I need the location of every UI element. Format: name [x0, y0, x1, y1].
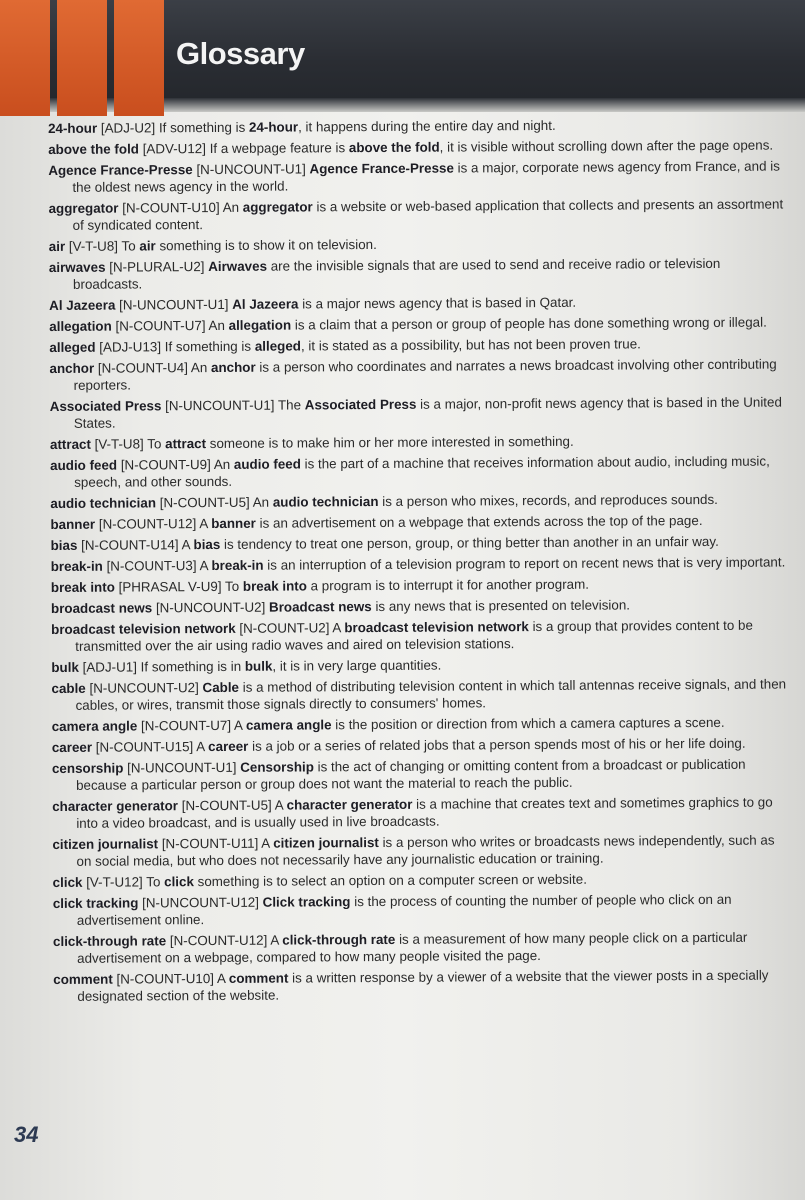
glossary-term: audio feed [50, 457, 118, 473]
word-class: [N-UNCOUNT-U12] [138, 894, 263, 911]
word-class: [ADJ-U2] [97, 120, 159, 136]
word-class: [N-COUNT-U10] [112, 970, 217, 987]
glossary-entry [50, 393, 790, 432]
definition-headword: click-through rate [282, 931, 396, 948]
definition-headword: bias [193, 536, 221, 553]
word-class: [N-UNCOUNT-U1] [115, 296, 233, 313]
definition-text: is the process of counting the number of people who click on an advertisement online. [76, 891, 732, 928]
glossary-entry [52, 713, 792, 735]
glossary-term: above the fold [48, 141, 140, 157]
definition-lead: An [208, 317, 229, 334]
definition-lead: To [147, 436, 166, 452]
definition-text: is the part of a machine that receives information about audio, including music, speech, and other sounds. [74, 453, 770, 490]
glossary-term: bulk [51, 659, 79, 675]
glossary-entry [51, 532, 791, 554]
definition-text: is a written response by a viewer of a website that the viewer posts in a specially designated section of the website. [77, 967, 769, 1004]
word-class: [N-UNCOUNT-U2] [152, 599, 270, 616]
word-class: [V-T-U8] [90, 436, 148, 452]
glossary-term: career [51, 739, 93, 755]
word-class: [N-COUNT-U10] [118, 199, 223, 216]
word-class: [ADJ-U1] [78, 659, 141, 675]
glossary-list [48, 115, 793, 1009]
glossary-term: bias [50, 537, 78, 553]
glossary-term: anchor [49, 360, 95, 376]
definition-text: something is to select an option on a computer screen or website. [193, 871, 587, 890]
glossary-entry [52, 831, 792, 870]
glossary-entry [50, 490, 790, 512]
definition-text: something is to show it on television. [155, 236, 377, 254]
glossary-entry [53, 966, 793, 1005]
definition-lead: An [190, 360, 212, 376]
definition-text: is a measurement of how many people click on a particular advertisement on a webpage, compared to how many people visited the page. [77, 929, 748, 966]
definition-lead: A [181, 537, 194, 553]
definition-headword: aggregator [242, 199, 313, 215]
definition-headword: Al Jazeera [232, 296, 299, 312]
definition-lead: A [270, 932, 283, 948]
glossary-term: Agence France-Presse [48, 162, 193, 178]
definition-lead: An [213, 456, 234, 472]
glossary-entry [48, 136, 788, 158]
glossary-term: 24-hour [48, 120, 98, 136]
definition-headword: anchor [210, 359, 256, 376]
definition-headword: citizen journalist [273, 834, 379, 851]
glossary-entry [49, 292, 789, 314]
glossary-term: click tracking [52, 895, 139, 911]
glossary-entry [48, 195, 788, 234]
glossary-entry [48, 115, 788, 137]
glossary-entry [52, 734, 792, 756]
word-class: [N-COUNT-U5] [177, 797, 275, 814]
definition-headword: character generator [286, 796, 413, 813]
glossary-term: alleged [49, 339, 96, 355]
page-title: Glossary [176, 36, 305, 71]
definition-lead: If something is in [140, 658, 245, 675]
glossary-entry [53, 869, 793, 891]
definition-headword: banner [211, 515, 256, 532]
definition-headword: click [164, 874, 194, 890]
glossary-term: character generator [52, 798, 179, 814]
glossary-entry [52, 755, 792, 794]
definition-lead: A [199, 516, 212, 532]
glossary-entry [52, 793, 792, 832]
definition-headword: break-in [211, 557, 264, 574]
word-class: [PHRASAL V-U9] [114, 578, 226, 595]
definition-headword: attract [165, 436, 207, 452]
glossary-entry [49, 233, 789, 255]
definition-text: is the act of changing or omitting content from a broadcast or publication because a particular person or group does not want the material to reach the public. [76, 756, 746, 793]
word-class: [N-COUNT-U2] [235, 620, 333, 636]
definition-headword: 24-hour [248, 119, 299, 135]
glossary-entry [51, 616, 791, 655]
definition-headword: Agence France-Presse [309, 160, 454, 177]
glossary-entry [50, 431, 790, 453]
definition-lead: An [252, 494, 273, 510]
glossary-entry [51, 595, 791, 617]
definition-text: someone is to make him or her more interested in something. [205, 433, 574, 452]
definition-text: is a person who writes or broadcasts news independently, such as on social media, but who does not necessarily have any journalistic education or training. [76, 832, 775, 869]
glossary-term: censorship [51, 760, 124, 776]
definition-headword: audio feed [233, 456, 301, 472]
definition-lead: A [274, 797, 287, 813]
definition-text: is tendency to treat one person, group, or thing better than another in an unfair way. [220, 533, 719, 552]
definition-lead: A [233, 717, 246, 733]
definition-headword: audio technician [272, 493, 379, 510]
definition-text: , it is stated as a possibility, but has not been proven true. [300, 336, 641, 354]
definition-headword: Cable [202, 679, 240, 696]
definition-lead: If something is [164, 338, 255, 355]
glossary-term: Associated Press [49, 398, 162, 414]
definition-headword: career [208, 738, 249, 755]
glossary-term: camera angle [51, 718, 138, 734]
header-tabs [0, 0, 164, 116]
glossary-term: audio technician [50, 495, 157, 511]
definition-lead: A [196, 739, 209, 755]
glossary-term: broadcast news [50, 600, 153, 616]
word-class: [N-UNCOUNT-U2] [85, 680, 203, 696]
definition-headword: comment [228, 970, 289, 986]
definition-headword: Airwaves [208, 258, 268, 275]
word-class: [N-UNCOUNT-U1] [123, 759, 241, 776]
definition-text: is any news that is presented on television. [371, 597, 631, 615]
definition-headword: air [139, 238, 156, 254]
word-class: [V-T-U8] [65, 238, 122, 254]
glossary-term: banner [50, 516, 96, 532]
definition-text: , it is visible without scrolling down after the page opens. [439, 137, 774, 155]
word-class: [N-COUNT-U7] [111, 318, 209, 334]
definition-headword: break into [242, 578, 307, 594]
glossary-term: attract [49, 436, 91, 452]
glossary-entry [50, 452, 790, 491]
page-number: 34 [14, 1122, 39, 1147]
glossary-term: air [48, 238, 66, 254]
definition-text: is a machine that creates text and sometimes graphics to go into a video broadcast, and is usually used in live broadcasts. [76, 794, 773, 831]
definition-lead: A [332, 620, 345, 636]
definition-lead: A [261, 835, 274, 851]
definition-headword: Associated Press [304, 396, 417, 413]
definition-headword: allegation [228, 317, 292, 333]
glossary-term: break-in [50, 558, 103, 574]
definition-lead: An [222, 199, 243, 215]
definition-text: is the position or direction from which a camera captures a scene. [331, 714, 725, 733]
definition-headword: Broadcast news [268, 599, 372, 615]
word-class: [N-COUNT-U7] [137, 717, 235, 734]
word-class: [N-COUNT-U3] [102, 558, 200, 574]
definition-lead: To [121, 238, 140, 254]
glossary-entry [53, 890, 793, 929]
definition-text: , it is in very large quantities. [272, 657, 442, 674]
word-class: [ADJ-U13] [95, 339, 165, 355]
glossary-entry [49, 355, 789, 394]
glossary-term: allegation [49, 318, 112, 334]
definition-lead: If a webpage feature is [209, 140, 349, 157]
glossary-term: click-through rate [52, 933, 167, 949]
orange-tab [0, 0, 50, 116]
glossary-term: click [52, 874, 83, 890]
definition-lead: A [199, 558, 212, 574]
definition-text: is an advertisement on a webpage that extends across the top of the page. [255, 513, 703, 531]
definition-headword: alleged [254, 338, 302, 354]
definition-text: is a major, corporate news agency from France, and is the oldest news agency in the world. [72, 158, 780, 195]
glossary-term: comment [53, 971, 113, 987]
word-class: [N-COUNT-U5] [155, 494, 253, 511]
definition-headword: broadcast television network [344, 619, 529, 636]
definition-text: is an interruption of a television program to report on recent news that is very important. [263, 554, 786, 573]
glossary-entry [49, 254, 789, 293]
definition-lead: To [224, 578, 243, 594]
definition-text: is a major news agency that is based in Qatar. [298, 294, 577, 312]
word-class: [N-COUNT-U9] [117, 456, 214, 473]
glossary-term: cable [51, 680, 86, 696]
word-class: [N-COUNT-U12] [166, 932, 271, 949]
word-class: [N-PLURAL-U2] [105, 259, 209, 275]
glossary-term: Al Jazeera [49, 297, 116, 313]
definition-lead: The [277, 397, 305, 413]
glossary-entry [51, 654, 791, 676]
glossary-term: aggregator [48, 200, 119, 216]
word-class: [ADV-U12] [138, 141, 210, 157]
word-class: [N-UNCOUNT-U1] [192, 161, 310, 178]
definition-text: is a person who coordinates and narrates a news broadcast involving other contributing reporters. [73, 356, 777, 393]
definition-headword: bulk [244, 658, 273, 674]
glossary-term: citizen journalist [52, 836, 159, 852]
definition-lead: If something is [158, 119, 250, 136]
glossary-entry [48, 157, 788, 196]
definition-text: is a major, non-profit news agency that is based in the United States. [73, 394, 782, 431]
word-class: [N-COUNT-U4] [94, 360, 191, 376]
glossary-entry [49, 313, 789, 335]
definition-text: is a claim that a person or group of people has done something wrong or illegal. [291, 314, 767, 333]
orange-tab [57, 0, 107, 116]
definition-text: is a website or web-based application that collects and presents an assortment of syndicated content. [72, 196, 784, 233]
definition-text: are the invisible signals that are used to send and receive radio or television broadcasts. [72, 255, 721, 292]
definition-text: is a group that provides content to be transmitted over the air using radio waves and aired on television stations. [75, 617, 753, 654]
glossary-entry [51, 574, 791, 596]
definition-text: is a job or a series of related jobs that a person spends most of his or her life doing. [248, 735, 746, 754]
glossary-entry [51, 553, 791, 575]
glossary-entry [51, 675, 791, 714]
definition-text: is a person who mixes, records, and reproduces sounds. [378, 491, 718, 509]
definition-headword: camera angle [245, 717, 332, 733]
glossary-term: break into [50, 579, 115, 595]
glossary-entry [50, 511, 790, 533]
word-class: [N-COUNT-U14] [77, 537, 182, 553]
word-class: [N-COUNT-U11] [158, 835, 262, 852]
glossary-entry [49, 334, 789, 356]
definition-headword: Censorship [240, 759, 314, 775]
definition-text: a program is to interrupt it for another program. [306, 576, 590, 594]
definition-text: , it happens during the entire day and night. [298, 117, 556, 135]
orange-tab [114, 0, 164, 116]
glossary-entry [53, 928, 793, 967]
definition-headword: above the fold [348, 139, 440, 156]
definition-headword: Click tracking [262, 894, 351, 910]
word-class: [N-COUNT-U15] [92, 739, 197, 755]
word-class: [V-T-U12] [82, 874, 147, 890]
definition-lead: To [146, 874, 165, 890]
glossary-term: airwaves [48, 259, 106, 275]
word-class: [N-UNCOUNT-U1] [161, 397, 279, 414]
definition-text: is a method of distributing television content in which tall antennas receive signals, and then cables, or wires, transmit those signals directly to consumers' homes. [75, 676, 787, 713]
definition-lead: A [216, 970, 229, 986]
glossary-term: broadcast television network [51, 620, 236, 637]
word-class: [N-COUNT-U12] [95, 516, 200, 532]
